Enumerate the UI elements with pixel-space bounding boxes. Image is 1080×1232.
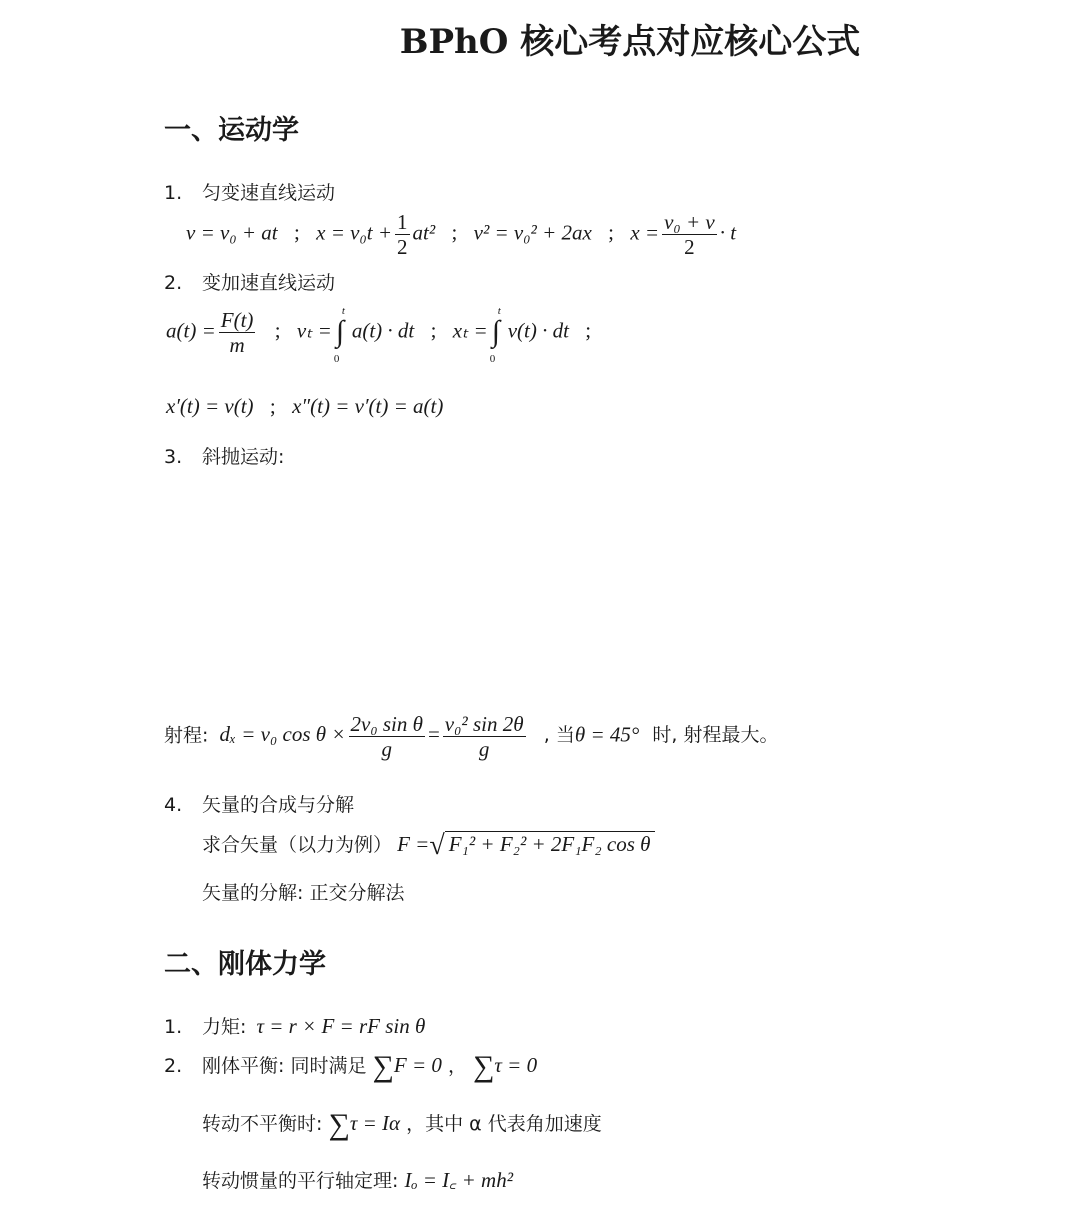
fraction-denominator: m bbox=[229, 333, 245, 358]
integral-symbol: ∫ bbox=[491, 314, 500, 348]
formula-average-right: · t bbox=[719, 220, 737, 245]
range-label: 射程: bbox=[164, 724, 209, 747]
integral-upper-limit: t bbox=[497, 304, 501, 317]
item-label: 矢量的合成与分解 bbox=[202, 794, 355, 816]
item-number: 3. bbox=[164, 446, 183, 468]
item-label: 斜抛运动: bbox=[202, 446, 285, 468]
vector-decomposition-line: 矢量的分解: 正交分解法 bbox=[202, 882, 405, 904]
variable-motion-formulas bbox=[166, 304, 602, 365]
range-angle: θ = 45° bbox=[574, 722, 640, 747]
projectile-range-formula bbox=[164, 712, 778, 761]
rotation-note: ，其中 α 代表角加速度 bbox=[406, 1113, 602, 1135]
uniform-motion-formulas bbox=[186, 210, 736, 259]
list-item-variable-acceleration bbox=[164, 268, 335, 295]
page-title: BPhO 核心考点对应核心公式 bbox=[399, 22, 861, 62]
list-item-projectile-motion bbox=[164, 442, 284, 469]
formula-displacement-left: x = v₀t + bbox=[316, 220, 392, 245]
vector-sum-math bbox=[397, 830, 654, 861]
parallel-axis-text: 转动惯量的平行轴定理: bbox=[202, 1170, 399, 1192]
item-label: 力矩: bbox=[202, 1016, 247, 1038]
fraction-half bbox=[395, 210, 410, 259]
separator: ; bbox=[274, 318, 281, 343]
rotation-imbalance-line bbox=[202, 1108, 602, 1142]
item-number: 1. bbox=[164, 1016, 183, 1038]
formula-acceleration-left: a(t) = bbox=[166, 318, 216, 343]
formula-velocity-squared: v² = v₀² + 2ax bbox=[473, 220, 592, 245]
separator: ; bbox=[451, 220, 458, 245]
section-heading-kinematics: 一、运动学 bbox=[164, 115, 299, 146]
sum-icon: ∑ bbox=[473, 1050, 495, 1083]
fraction-numerator: 1 bbox=[397, 210, 408, 234]
torque-formula: τ = r × F = rF sin θ bbox=[256, 1014, 426, 1038]
separator: ; bbox=[608, 220, 615, 245]
formula-displacement-right: at² bbox=[412, 220, 436, 245]
separator: ; bbox=[430, 318, 437, 343]
item-number: 4. bbox=[164, 794, 183, 816]
integral-sign bbox=[489, 304, 506, 365]
fraction-numerator: v₀² sin 2θ bbox=[444, 712, 524, 736]
equals-sign: = bbox=[427, 722, 440, 747]
rotation-math: τ = Iα bbox=[349, 1111, 401, 1135]
equilibrium-force bbox=[372, 1050, 442, 1083]
derivative-formulas bbox=[166, 394, 443, 419]
equilibrium-torque bbox=[473, 1050, 538, 1083]
formula-velocity-integral-left: vₜ = bbox=[296, 318, 332, 343]
fraction-average bbox=[662, 210, 717, 259]
vector-sum-line bbox=[202, 830, 655, 862]
item-label: 变加速直线运动 bbox=[202, 272, 336, 294]
item-number: 1. bbox=[164, 182, 183, 204]
item-number: 2. bbox=[164, 1055, 183, 1077]
item-label: 匀变速直线运动 bbox=[202, 182, 336, 204]
formula-second-derivative: x″(t) = v′(t) = a(t) bbox=[292, 394, 444, 418]
torque-sum-zero: τ = 0 bbox=[494, 1053, 538, 1077]
integral-upper-limit: t bbox=[341, 304, 345, 317]
fraction-denominator: 2 bbox=[684, 235, 695, 260]
vector-sum-left: F = bbox=[397, 832, 430, 856]
sum-icon: ∑ bbox=[328, 1108, 350, 1141]
range-max-text: 时, 射程最大。 bbox=[652, 724, 779, 747]
list-item-vector-composition bbox=[164, 790, 354, 817]
integral-sign bbox=[333, 304, 350, 365]
fraction-denominator: g bbox=[478, 737, 490, 762]
formula-position-integral-right: v(t) · dt bbox=[507, 318, 569, 343]
fraction-numerator: 2v₀ sin θ bbox=[350, 712, 423, 736]
force-sum-zero: F = 0 bbox=[393, 1053, 442, 1077]
vector-sum-text: 求合矢量（以力为例） bbox=[202, 834, 393, 856]
fraction-range bbox=[443, 712, 526, 761]
vector-sum-radicand: F₁² + F₂² + 2F₁F₂ cos θ bbox=[445, 831, 655, 857]
list-item-equilibrium bbox=[164, 1050, 537, 1084]
separator: ; bbox=[585, 318, 592, 343]
range-math bbox=[219, 712, 534, 762]
fraction-denominator: 2 bbox=[397, 235, 408, 260]
parallel-axis-formula: Iₒ = I꜀ + mh² bbox=[404, 1168, 514, 1192]
range-left: dₓ = v₀ cos θ × bbox=[219, 722, 346, 747]
rotation-formula bbox=[328, 1108, 401, 1141]
integral-symbol: ∫ bbox=[335, 314, 345, 348]
range-condition-text: , 当 bbox=[543, 724, 575, 747]
formula-average-left: x = bbox=[630, 220, 660, 245]
integral-lower-limit: 0 bbox=[333, 352, 340, 365]
list-item-uniform-acceleration bbox=[164, 178, 335, 205]
fraction-force-over-mass bbox=[219, 308, 256, 357]
list-item-torque bbox=[164, 1012, 425, 1039]
formula-velocity-integral-right: a(t) · dt bbox=[351, 318, 415, 343]
item-number: 2. bbox=[164, 272, 183, 294]
separator: ; bbox=[269, 394, 276, 418]
sqrt-icon: √ bbox=[429, 830, 445, 861]
item-label: 刚体平衡: 同时满足 bbox=[202, 1055, 367, 1077]
separator: ; bbox=[293, 220, 300, 245]
formula-first-derivative: x′(t) = v(t) bbox=[166, 394, 254, 418]
section-heading-rigid-body: 二、刚体力学 bbox=[164, 949, 326, 980]
sum-icon: ∑ bbox=[372, 1050, 394, 1083]
fraction-time-of-flight bbox=[349, 712, 425, 761]
fraction-numerator: v₀ + v bbox=[664, 210, 715, 234]
fraction-denominator: g bbox=[381, 737, 392, 762]
comma: ， bbox=[447, 1055, 467, 1077]
parallel-axis-line bbox=[202, 1166, 513, 1194]
formula-position-integral-left: xₜ = bbox=[452, 318, 488, 343]
fraction-numerator: F(t) bbox=[220, 308, 254, 332]
formula-velocity: v = v₀ + at bbox=[186, 220, 278, 245]
integral-lower-limit: 0 bbox=[489, 352, 496, 365]
rotation-text: 转动不平衡时: bbox=[202, 1113, 323, 1135]
